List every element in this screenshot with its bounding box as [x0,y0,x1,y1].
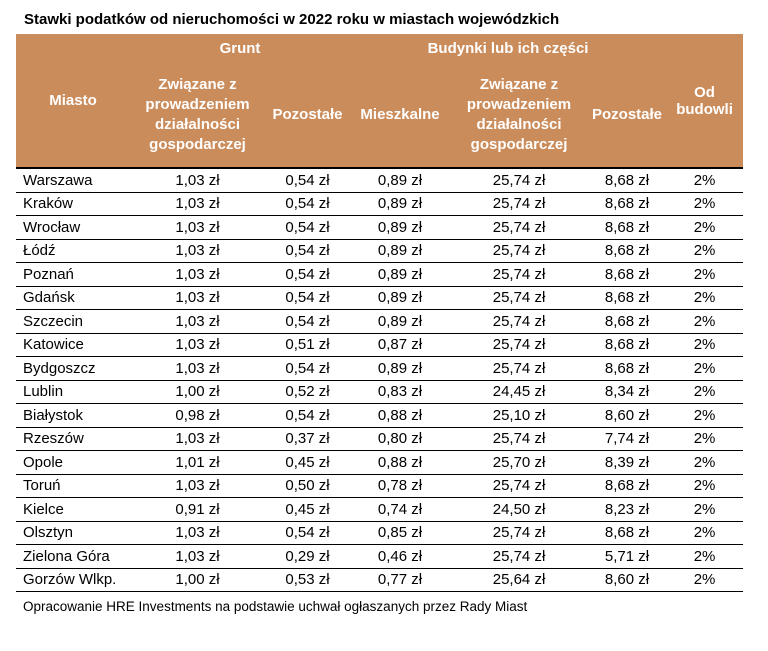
value-cell: 1,03 zł [130,545,265,569]
table-row [16,192,743,216]
column-header-od-budowli: Od budowli [666,34,743,168]
city-cell: Gdańsk [16,286,130,310]
table-row [16,474,743,498]
value-cell: 8,68 zł [588,286,666,310]
value-cell: 0,54 zł [265,404,350,428]
table-row [16,498,743,522]
value-cell: 0,37 zł [265,427,350,451]
city-cell: Olsztyn [16,521,130,545]
value-cell: 25,74 zł [450,192,588,216]
value-cell: 0,89 zł [350,168,450,192]
value-cell: 1,03 zł [130,474,265,498]
city-cell: Lublin [16,380,130,404]
value-cell: 0,54 zł [265,239,350,263]
value-cell: 25,74 zł [450,168,588,192]
value-cell: 1,03 zł [130,168,265,192]
value-cell: 8,60 zł [588,404,666,428]
value-cell: 0,98 zł [130,404,265,428]
value-cell: 2% [666,521,743,545]
value-cell: 25,74 zł [450,263,588,287]
table-row [16,357,743,381]
table-row [16,380,743,404]
value-cell: 0,52 zł [265,380,350,404]
value-cell: 2% [666,216,743,240]
table-row [16,568,743,592]
table-row [16,263,743,287]
value-cell: 8,39 zł [588,451,666,475]
value-cell: 1,03 zł [130,216,265,240]
value-cell: 8,68 zł [588,216,666,240]
value-cell: 8,34 zł [588,380,666,404]
value-cell: 25,74 zł [450,545,588,569]
city-cell: Kraków [16,192,130,216]
value-cell: 0,54 zł [265,521,350,545]
value-cell: 2% [666,357,743,381]
column-header-miasto: Miasto [16,34,130,168]
value-cell: 8,68 zł [588,521,666,545]
table-row [16,333,743,357]
value-cell: 8,68 zł [588,239,666,263]
city-cell: Toruń [16,474,130,498]
city-cell: Łódź [16,239,130,263]
value-cell: 2% [666,451,743,475]
value-cell: 0,54 zł [265,216,350,240]
value-cell: 25,74 zł [450,216,588,240]
column-header-budynki-dzialalnosc: Związane z prowadzeniem działalności gospodarczej [450,62,588,168]
source-note: Opracowanie HRE Investments na podstawie uchwał ogłaszanych przez Rady Miast [23,599,528,614]
value-cell: 2% [666,263,743,287]
value-cell: 0,78 zł [350,474,450,498]
value-cell: 1,03 zł [130,427,265,451]
value-cell: 8,68 zł [588,357,666,381]
value-cell: 8,68 zł [588,192,666,216]
city-cell: Białystok [16,404,130,428]
value-cell: 8,68 zł [588,333,666,357]
value-cell: 25,74 zł [450,310,588,334]
value-cell: 2% [666,545,743,569]
value-cell: 0,54 zł [265,310,350,334]
column-header-grunt-pozostale: Pozostałe [265,62,350,168]
value-cell: 25,74 zł [450,357,588,381]
table-row [16,404,743,428]
value-cell: 0,54 zł [265,357,350,381]
city-cell: Wrocław [16,216,130,240]
value-cell: 24,50 zł [450,498,588,522]
value-cell: 1,00 zł [130,380,265,404]
value-cell: 0,54 zł [265,263,350,287]
value-cell: 2% [666,380,743,404]
value-cell: 8,68 zł [588,263,666,287]
value-cell: 0,77 zł [350,568,450,592]
value-cell: 2% [666,333,743,357]
value-cell: 2% [666,474,743,498]
table-row [16,239,743,263]
table-row [16,168,743,192]
group-header-budynki: Budynki lub ich części [350,34,666,62]
table-row [16,216,743,240]
city-cell: Rzeszów [16,427,130,451]
value-cell: 0,89 zł [350,239,450,263]
table-row [16,286,743,310]
value-cell: 8,68 zł [588,168,666,192]
value-cell: 0,54 zł [265,168,350,192]
value-cell: 1,03 zł [130,310,265,334]
value-cell: 0,50 zł [265,474,350,498]
value-cell: 2% [666,286,743,310]
value-cell: 0,80 zł [350,427,450,451]
value-cell: 2% [666,168,743,192]
value-cell: 0,89 zł [350,263,450,287]
table-body [16,168,743,592]
city-cell: Bydgoszcz [16,357,130,381]
value-cell: 25,74 zł [450,474,588,498]
value-cell: 25,74 zł [450,521,588,545]
value-cell: 0,83 zł [350,380,450,404]
value-cell: 0,54 zł [265,192,350,216]
group-header-row [16,34,743,62]
value-cell: 25,74 zł [450,427,588,451]
value-cell: 7,74 zł [588,427,666,451]
value-cell: 1,03 zł [130,263,265,287]
city-cell: Poznań [16,263,130,287]
value-cell: 0,53 zł [265,568,350,592]
table-header [16,34,743,168]
value-cell: 1,03 zł [130,239,265,263]
value-cell: 1,03 zł [130,521,265,545]
table-row [16,310,743,334]
value-cell: 0,88 zł [350,404,450,428]
value-cell: 0,51 zł [265,333,350,357]
value-cell: 2% [666,427,743,451]
value-cell: 0,87 zł [350,333,450,357]
table-row [16,427,743,451]
value-cell: 8,68 zł [588,310,666,334]
value-cell: 1,03 zł [130,192,265,216]
value-cell: 0,29 zł [265,545,350,569]
table-row [16,451,743,475]
column-header-budynki-pozostale: Pozostałe [588,62,666,168]
value-cell: 25,74 zł [450,333,588,357]
city-cell: Katowice [16,333,130,357]
value-cell: 0,46 zł [350,545,450,569]
value-cell: 5,71 zł [588,545,666,569]
page-title: Stawki podatków od nieruchomości w 2022 roku w miastach wojewódzkich [24,11,560,28]
value-cell: 0,91 zł [130,498,265,522]
value-cell: 2% [666,310,743,334]
city-cell: Kielce [16,498,130,522]
city-cell: Szczecin [16,310,130,334]
value-cell: 0,89 zł [350,192,450,216]
value-cell: 0,45 zł [265,451,350,475]
value-cell: 24,45 zł [450,380,588,404]
value-cell: 25,10 zł [450,404,588,428]
value-cell: 1,01 zł [130,451,265,475]
group-header-grunt: Grunt [130,34,350,62]
value-cell: 25,64 zł [450,568,588,592]
value-cell: 8,60 zł [588,568,666,592]
value-cell: 0,89 zł [350,216,450,240]
column-header-mieszkalne: Mieszkalne [350,62,450,168]
value-cell: 2% [666,568,743,592]
value-cell: 0,89 zł [350,357,450,381]
tax-rates-table [16,34,743,592]
value-cell: 1,03 zł [130,357,265,381]
city-cell: Opole [16,451,130,475]
value-cell: 0,45 zł [265,498,350,522]
value-cell: 2% [666,239,743,263]
table-row [16,545,743,569]
column-header-grunt-dzialalnosc: Związane z prowadzeniem działalności gospodarczej [130,62,265,168]
city-cell: Gorzów Wlkp. [16,568,130,592]
value-cell: 0,89 zł [350,286,450,310]
value-cell: 25,74 zł [450,286,588,310]
table-row [16,521,743,545]
value-cell: 8,68 zł [588,474,666,498]
value-cell: 0,54 zł [265,286,350,310]
city-cell: Zielona Góra [16,545,130,569]
value-cell: 2% [666,498,743,522]
value-cell: 2% [666,404,743,428]
value-cell: 1,00 zł [130,568,265,592]
city-cell: Warszawa [16,168,130,192]
value-cell: 1,03 zł [130,286,265,310]
value-cell: 25,74 zł [450,239,588,263]
value-cell: 0,89 zł [350,310,450,334]
value-cell: 0,88 zł [350,451,450,475]
value-cell: 0,74 zł [350,498,450,522]
value-cell: 8,23 zł [588,498,666,522]
page [0,11,768,615]
value-cell: 2% [666,192,743,216]
value-cell: 1,03 zł [130,333,265,357]
value-cell: 0,85 zł [350,521,450,545]
value-cell: 25,70 zł [450,451,588,475]
